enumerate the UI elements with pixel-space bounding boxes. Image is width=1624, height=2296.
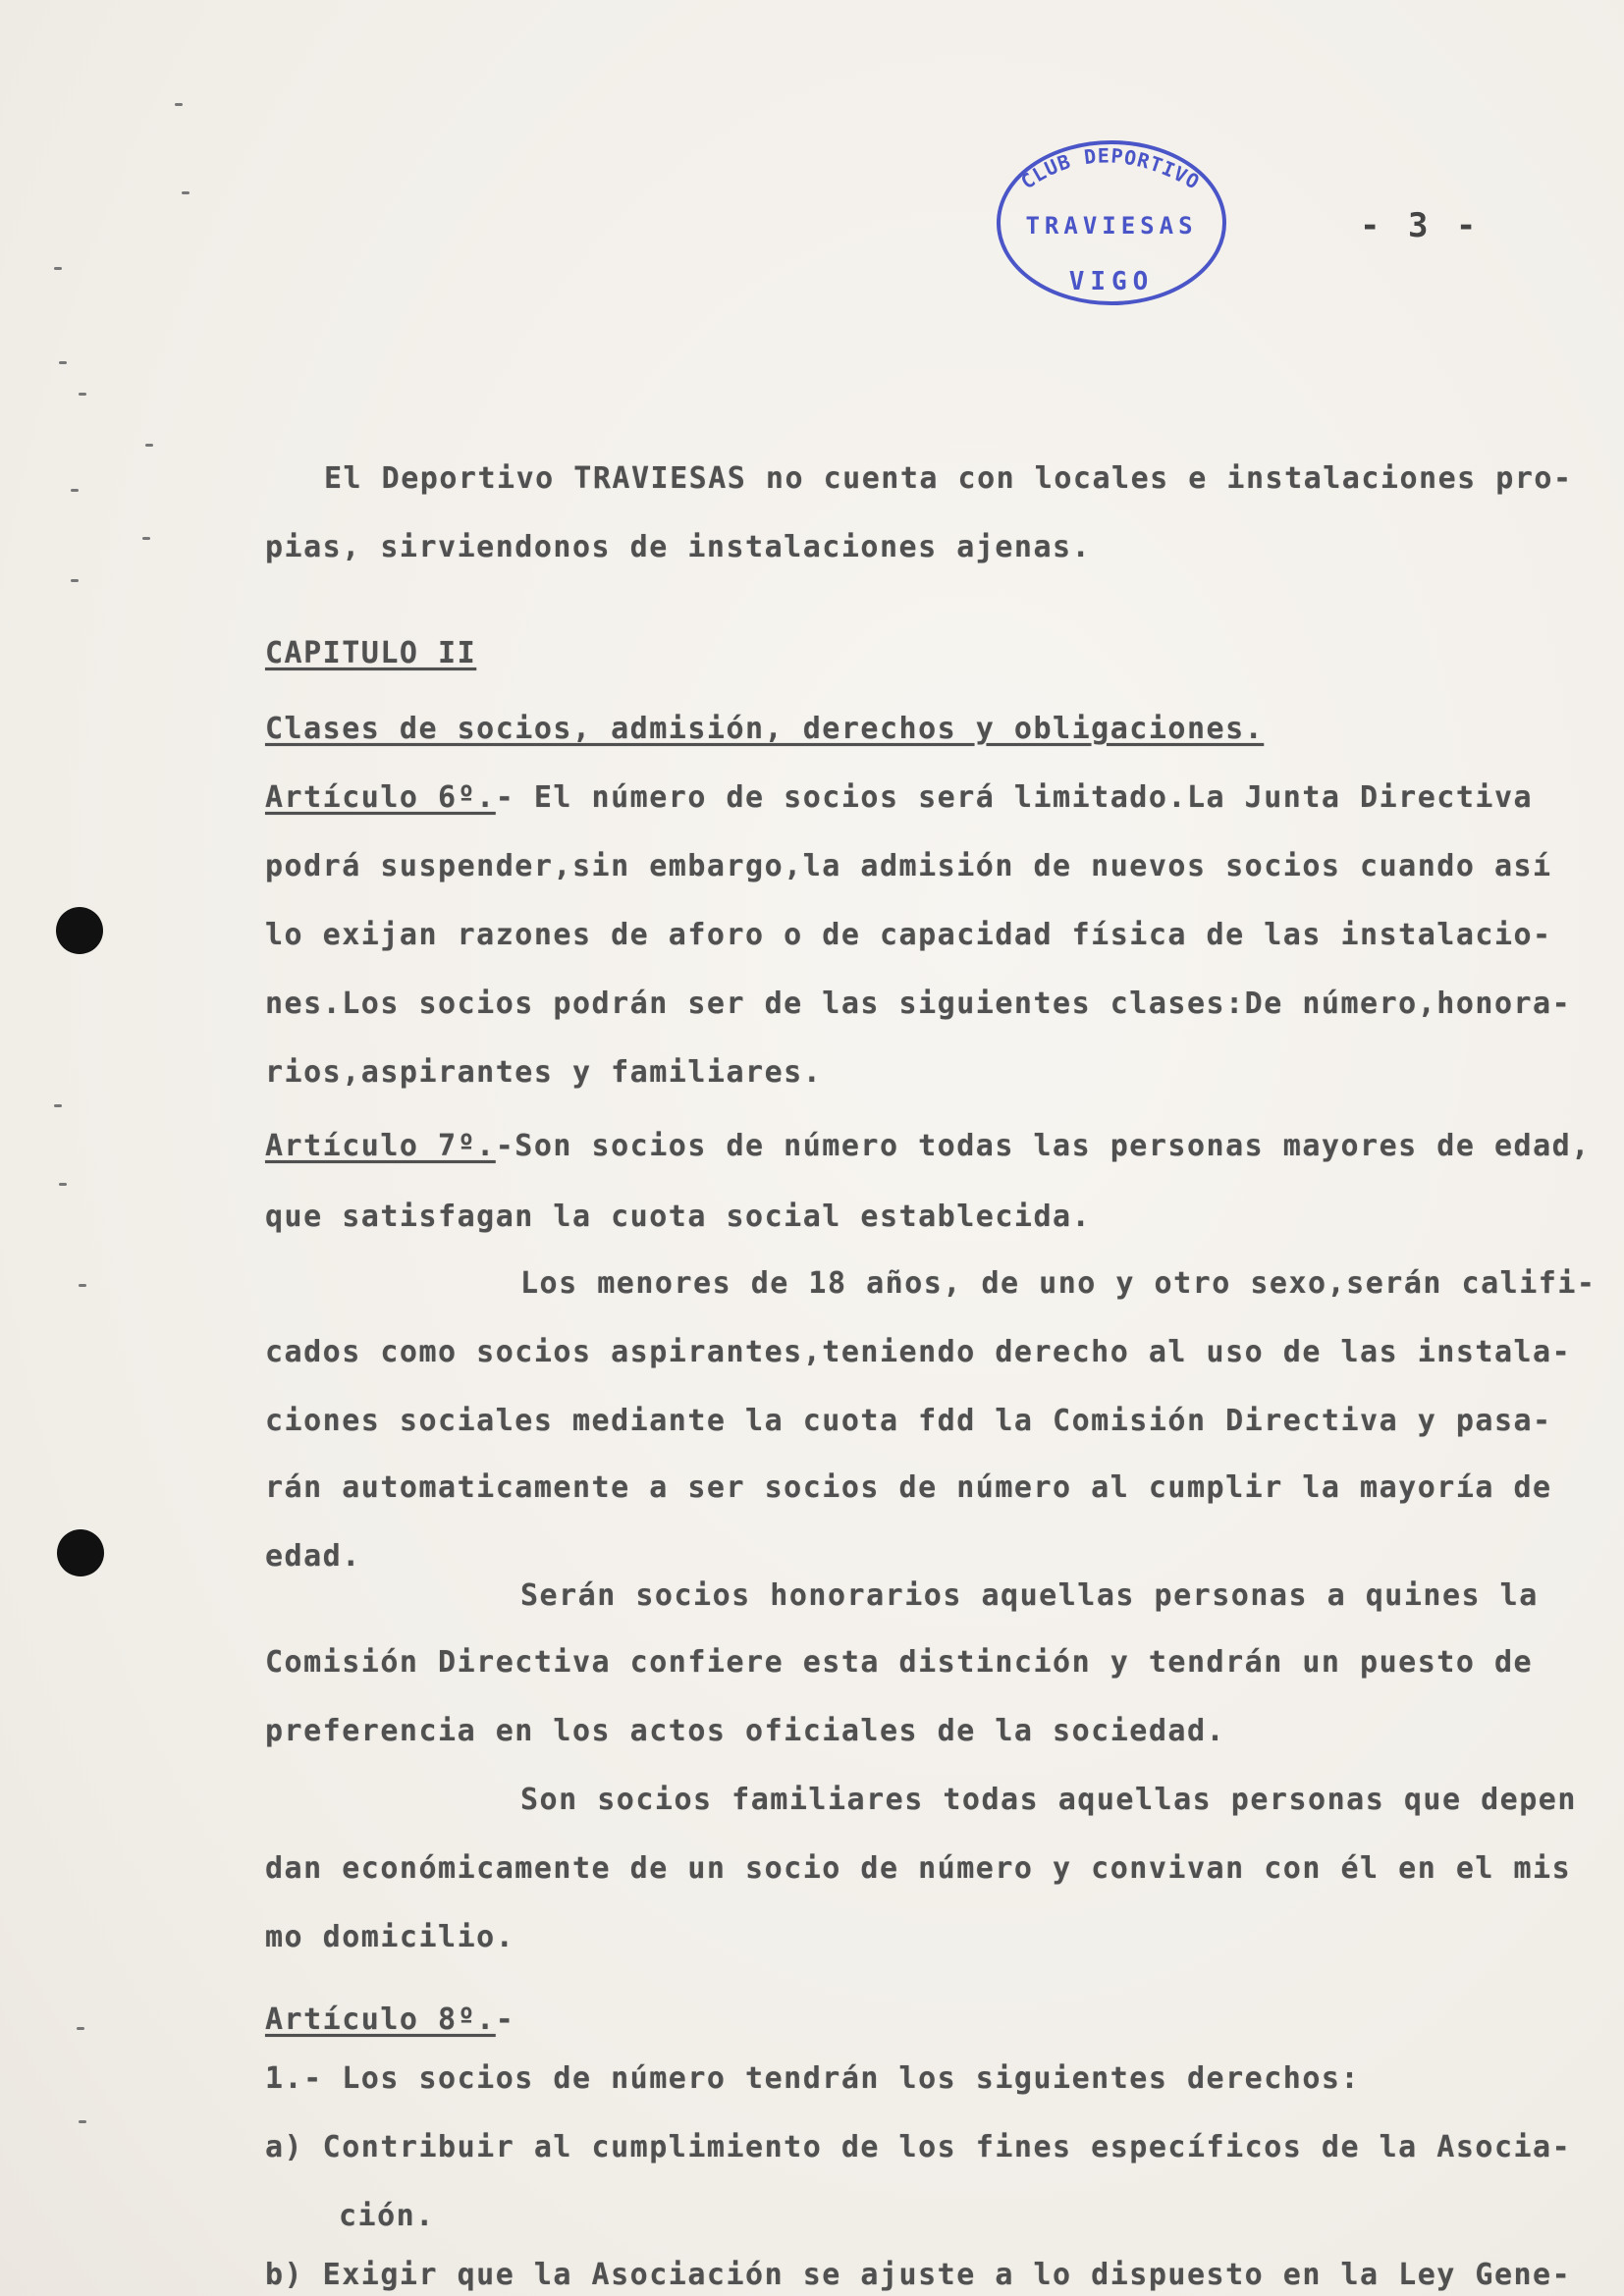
margin-speck	[79, 2120, 86, 2123]
body-line: b) Exigir que la Asociación se ajuste a lo dispuesto en la Ley Gene-	[265, 2258, 1572, 2292]
article-8-heading	[265, 2002, 514, 2037]
svg-text:CLUB DEPORTIVO	[1016, 143, 1204, 193]
margin-speck	[77, 2027, 84, 2030]
body-line: cados como socios aspirantes,teniendo derecho al uso de las instala-	[265, 1335, 1572, 1369]
margin-speck	[175, 103, 183, 106]
margin-speck	[54, 267, 62, 270]
body-line: Serán socios honorarios aquellas personas a quines la	[520, 1578, 1539, 1613]
body-line: lo exijan razones de aforo o de capacidad física de las instalacio-	[265, 918, 1552, 952]
article-8-label: Artículo 8º.	[265, 2002, 496, 2037]
margin-speck	[145, 444, 153, 447]
body-line: edad.	[265, 1539, 361, 1574]
article-8-dash: -	[495, 2002, 515, 2037]
chapter-title: CAPITULO II	[265, 636, 477, 670]
page-number: - 3 -	[1360, 206, 1481, 245]
body-line: ciones sociales mediante la cuota fdd la Comisión Directiva y pasa-	[265, 1404, 1552, 1438]
club-stamp	[992, 133, 1232, 309]
body-line: preferencia en los actos oficiales de la sociedad.	[265, 1714, 1226, 1748]
stamp-middle-text: TRAVIESAS	[1025, 212, 1198, 240]
stamp-bottom-text: VIGO	[1068, 267, 1155, 296]
body-line: podrá suspender,sin embargo,la admisión de nuevos socios cuando así	[265, 849, 1552, 883]
article-6-label: Artículo 6º.	[265, 780, 496, 815]
punch-hole	[57, 1529, 104, 1576]
margin-speck	[71, 579, 79, 582]
body-line: pias, sirviendonos de instalaciones ajenas.	[265, 530, 1092, 564]
margin-speck	[79, 1284, 86, 1287]
body-line: rán automaticamente a ser socios de número al cumplir la mayoría de	[265, 1470, 1552, 1505]
body-line: ción.	[339, 2199, 435, 2233]
body-line: rios,aspirantes y familiares.	[265, 1055, 823, 1090]
margin-speck	[59, 361, 67, 364]
body-line: Comisión Directiva confiere esta distinción y tendrán un puesto de	[265, 1645, 1534, 1680]
body-line: Son socios familiares todas aquellas personas que depen	[520, 1783, 1577, 1817]
margin-speck	[79, 393, 86, 396]
margin-speck	[142, 537, 150, 540]
body-line: El Deportivo TRAVIESAS no cuenta con locales e instalaciones pro-	[324, 461, 1573, 496]
stamp-top-text: CLUB DEPORTIVO	[1016, 143, 1205, 194]
margin-speck	[71, 489, 79, 492]
punch-hole	[56, 907, 103, 954]
article-7-text: -Son socios de número todas las personas mayores de edad,	[495, 1129, 1591, 1163]
article-6-first-line	[265, 780, 1533, 815]
chapter-subtitle: Clases de socios, admisión, derechos y obligaciones.	[265, 712, 1265, 746]
margin-speck	[182, 191, 189, 194]
body-line: dan económicamente de un socio de número y convivan con él en el mis	[265, 1851, 1572, 1886]
margin-speck	[54, 1104, 62, 1107]
body-line: nes.Los socios podrán ser de las siguientes clases:De número,honora-	[265, 987, 1572, 1021]
body-line: Los menores de 18 años, de uno y otro sexo,serán califi-	[520, 1266, 1597, 1301]
body-line: a) Contribuir al cumplimiento de los fines específicos de la Asocia-	[265, 2130, 1572, 2164]
article-6-text: - El número de socios será limitado.La Junta Directiva	[495, 780, 1534, 815]
body-line: que satisfagan la cuota social establecida.	[265, 1200, 1092, 1234]
article-7-first-line	[265, 1129, 1591, 1163]
margin-speck	[59, 1183, 67, 1186]
body-line: mo domicilio.	[265, 1920, 515, 1954]
body-line: 1.- Los socios de número tendrán los siguientes derechos:	[265, 2061, 1361, 2096]
article-7-label: Artículo 7º.	[265, 1129, 496, 1163]
